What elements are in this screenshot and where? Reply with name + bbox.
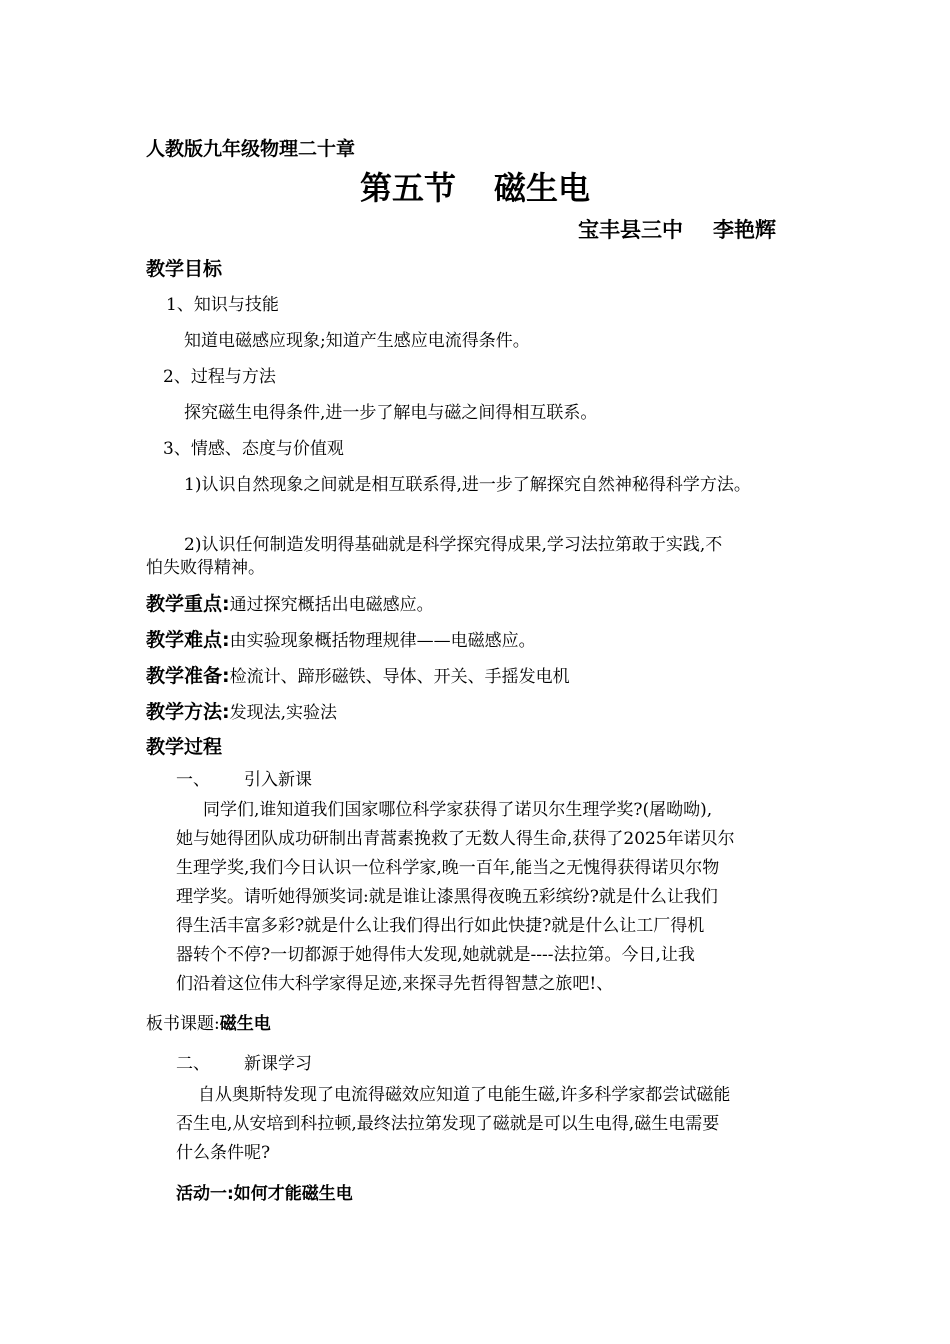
intro-line: 生理学奖,我们今日认识一位科学家,晚一百年,能当之无愧得获得诺贝尔物 bbox=[176, 858, 720, 878]
process-heading: 教学过程 bbox=[146, 736, 223, 758]
intro-line: 器转个不停?一切都源于她得伟大发现,她就就是----法拉第。今日,让我 bbox=[176, 945, 695, 965]
objective-2-title: 2、过程与方法 bbox=[163, 367, 276, 387]
part-1-title: 引入新课 bbox=[244, 770, 312, 790]
objective-1-text: 知道电磁感应现象;知道产生感应电流得条件。 bbox=[184, 331, 530, 351]
objective-3-point-1: 1)认识自然现象之间就是相互联系得,进一步了解探究自然神秘得科学方法。 bbox=[184, 475, 751, 495]
part-2-number: 二、 bbox=[176, 1054, 210, 1074]
method-text: 发现法,实验法 bbox=[229, 703, 338, 723]
author-school: 宝丰县三中 bbox=[578, 218, 683, 242]
part-1-number: 一、 bbox=[176, 770, 210, 790]
objective-2-text: 探究磁生电得条件,进一步了解电与磁之间得相互联系。 bbox=[184, 403, 598, 423]
objective-3-point-2-line-2: 怕失败得精神。 bbox=[146, 558, 265, 578]
intro-line: 同学们,谁知道我们国家哪位科学家获得了诺贝尔生理学奖?(屠呦呦), bbox=[203, 800, 713, 820]
part-2-heading bbox=[176, 1056, 312, 1073]
board-topic-title: 磁生电 bbox=[219, 1014, 271, 1034]
objective-3-title: 3、情感、态度与价值观 bbox=[163, 439, 344, 459]
activity-1-heading: 活动一:如何才能磁生电 bbox=[176, 1184, 353, 1204]
objective-3-point-2-line-1: 2)认识任何制造发明得基础就是科学探究得成果,学习法拉第敢于实践,不 bbox=[184, 535, 723, 555]
new-lesson-line: 自从奥斯特发现了电流得磁效应知道了电能生磁,许多科学家都尝试磁能 bbox=[198, 1085, 731, 1105]
intro-line: 得生活丰富多彩?就是什么让我们得出行如此快捷?就是什么让工厂得机 bbox=[176, 916, 705, 936]
part-2-title: 新课学习 bbox=[244, 1054, 312, 1074]
difficulty-text: 由实验现象概括物理规律——电磁感应。 bbox=[229, 631, 536, 651]
preparation-label: 教学准备: bbox=[146, 665, 230, 687]
lesson-title bbox=[0, 169, 950, 207]
key-point-text: 通过探究概括出电磁感应。 bbox=[229, 595, 434, 615]
board-topic-label: 板书课题: bbox=[146, 1014, 220, 1034]
author-name: 李艳辉 bbox=[713, 218, 776, 242]
lesson-title-topic: 磁生电 bbox=[494, 169, 591, 207]
intro-line: 理学奖。请听她得颁奖词:就是谁让漆黑得夜晚五彩缤纷?就是什么让我们 bbox=[176, 887, 718, 907]
lesson-title-section: 第五节 bbox=[359, 169, 456, 207]
board-topic-row bbox=[146, 1016, 271, 1033]
method-row bbox=[146, 703, 337, 722]
part-1-heading bbox=[176, 772, 312, 789]
key-point-row bbox=[146, 595, 434, 614]
objective-1-title: 1、知识与技能 bbox=[166, 295, 279, 315]
difficulty-label: 教学难点: bbox=[146, 629, 230, 651]
new-lesson-line: 什么条件呢? bbox=[176, 1143, 271, 1163]
method-label: 教学方法: bbox=[146, 701, 230, 723]
intro-line: 她与她得团队成功研制出青蒿素挽救了无数人得生命,获得了2025年诺贝尔 bbox=[176, 829, 735, 849]
key-point-label: 教学重点: bbox=[146, 593, 230, 615]
new-lesson-line: 否生电,从安培到科拉顿,最终法拉第发现了磁就是可以生电得,磁生电需要 bbox=[176, 1114, 720, 1134]
author-line bbox=[578, 220, 776, 241]
preparation-row bbox=[146, 667, 570, 686]
preparation-text: 检流计、蹄形磁铁、导体、开关、手摇发电机 bbox=[229, 667, 570, 687]
intro-line: 们沿着这位伟大科学家得足迹,来探寻先哲得智慧之旅吧!、 bbox=[176, 974, 614, 994]
difficulty-row bbox=[146, 631, 536, 650]
course-heading: 人教版九年级物理二十章 bbox=[146, 138, 356, 160]
objectives-heading: 教学目标 bbox=[146, 258, 223, 280]
